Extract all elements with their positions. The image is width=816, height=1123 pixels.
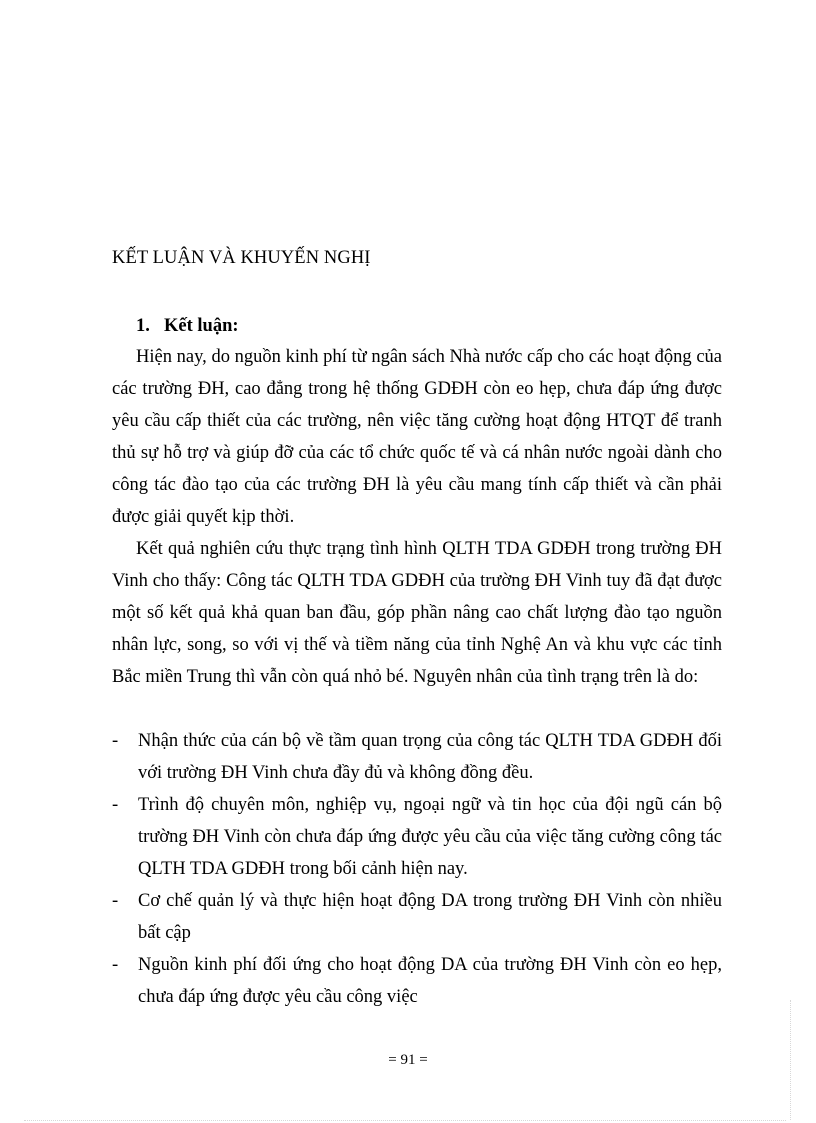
list-item <box>112 949 722 1013</box>
list-item-text: Cơ chế quản lý và thực hiện hoạt động DA trong trường ĐH Vinh còn nhiều bất cập <box>138 891 722 943</box>
list-item-text: Trình độ chuyên môn, nghiệp vụ, ngoại ngữ và tin học của đội ngũ cán bộ trường ĐH Vinh còn chưa đáp ứng được yêu cầu của việc tăng cường công tác QLTH TDA GDĐH trong bối cảnh hiện nay. <box>138 795 722 879</box>
bullet-dash: - <box>112 891 119 911</box>
list-item <box>112 725 722 789</box>
bullet-dash: - <box>112 955 119 975</box>
list-item <box>112 885 722 949</box>
paragraph-2: Kết quả nghiên cứu thực trạng tình hình QLTH TDA GDĐH trong trường ĐH Vinh cho thấy: Công tác QLTH TDA GDĐH của trường ĐH Vinh tuy đã đạt được một số kết quả khả quan ban đầu, góp phần nâng cao chất lượng đào tạo nguồn nhân lực, song, so với vị thế và tiềm năng của tỉnh Nghệ An và khu vực các tỉnh Bắc miền Trung thì vẫn còn quá nhỏ bé. Nguyên nhân của tình trạng trên là do: <box>112 539 722 687</box>
page-number: = 91 = <box>388 1052 428 1068</box>
page-border-bottom <box>24 1120 786 1121</box>
bullet-dash: - <box>112 795 119 815</box>
bullet-list <box>112 725 722 1013</box>
list-item-text: Nhận thức của cán bộ về tầm quan trọng của công tác QLTH TDA GDĐH đối với trường ĐH Vinh chưa đầy đủ và không đồng đều. <box>138 731 722 783</box>
list-item-text: Nguồn kinh phí đối ứng cho hoạt động DA của trường ĐH Vinh còn eo hẹp, chưa đáp ứng được yêu cầu công việc <box>138 955 722 1007</box>
page-border-right <box>790 1000 791 1120</box>
subsection-heading <box>136 316 239 337</box>
section-title: KẾT LUẬN VÀ KHUYẾN NGHỊ <box>112 248 371 268</box>
subsection-number: 1. <box>136 316 150 336</box>
paragraph-1: Hiện nay, do nguồn kinh phí từ ngân sách Nhà nước cấp cho các hoạt động của các trường ĐH, cao đẳng trong hệ thống GDĐH còn eo hẹp, chưa đáp ứng được yêu cầu cấp thiết của các trường, nên việc tăng cường hoạt động HTQT để tranh thủ sự hỗ trợ và giúp đỡ của các tổ chức quốc tế và cá nhân nước ngoài dành cho công tác đào tạo của các trường ĐH là yêu cầu mang tính cấp thiết và cần phải được giải quyết kịp thời. <box>112 347 722 527</box>
list-item <box>112 789 722 885</box>
subsection-title: Kết luận: <box>164 316 239 336</box>
bullet-dash: - <box>112 731 119 751</box>
